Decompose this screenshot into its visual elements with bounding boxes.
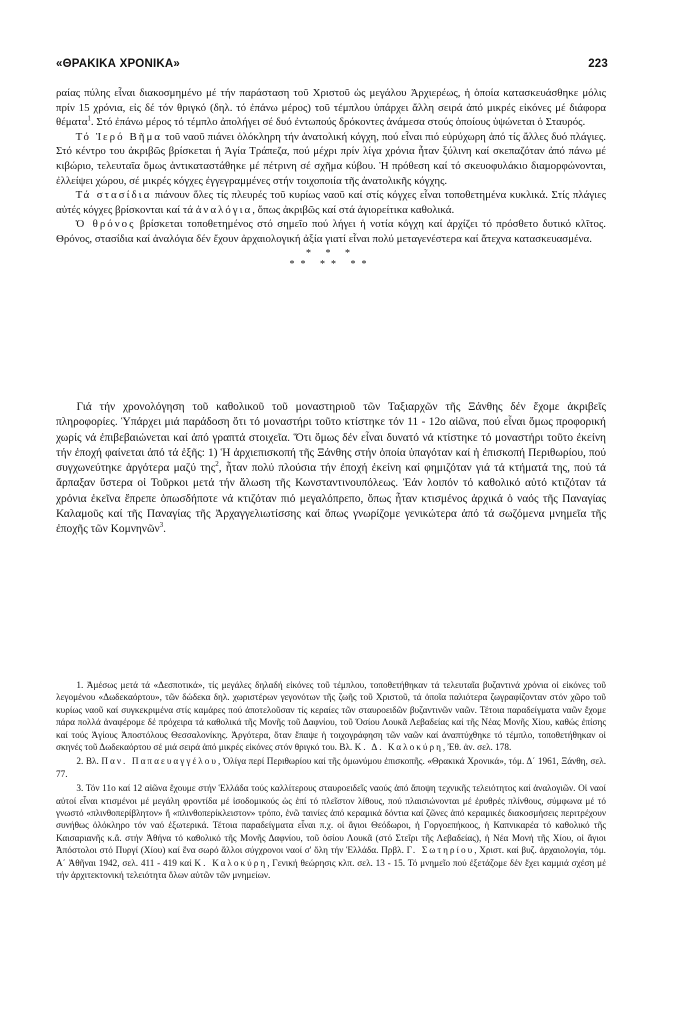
text-run: 1. Ἀμέσως μετά τά «Δεσποτικά», τίς μεγάλες δηλαδή εἰκόνες τοῦ τέμπλου, τοποθετήθηκαν τά τελευταῖα βυζαντινά χρόνια οἱ εἰκόνες τοῦ λεγομένου «Δωδεκαόρτου», τῶν δώδεκα δηλ. χωριστέρων γεγονότων τῆς ζωῆς τοῦ Χριστοῦ, τά ὁποῖα παλιότερα ζωγραφίζονταν στόν χῶρο τοῦ κυρίως ναοῦ καί συγκεκριμένα στίς καμάρες πού ἀποτελοῦσαν τίς κεραίες τῶν σταυροειδῶν βυζαντινῶν ναῶν. Τέτοια παραδείγματα ναῶν ἔχομε πάρα πολλά ἀναφέρομε δέ πρόχειρα τά καθολικά τῆς Μονῆς τοῦ Δαφνίου, τοῦ Ὁσίου Λουκᾶ Λεβαδείας καί τῆς Νέας Μονῆς Χίου, καθώς ἐπίσης καί τούς Ἁγίους Ἀποστόλους Θεσσαλονίκης. Ἀργότερα, ὅταν ἔπαψε ἡ τοιχογράφηση τῶν ναῶν καί ἀναπτύχθηκε τό τέμπλο, τοποθετήθηκαν οἱ σκηνές τοῦ Δωδεκαόρτου σέ μιά σειρά ἀπό μικρές εἰκόνες στόν θριγκό του. Βλ. xyxy=(56,681,606,754)
text-run: , Ἐθ. ἀν. σελ. 178. xyxy=(442,743,512,754)
separator-stars-bottom: ** ** ** xyxy=(289,258,373,270)
footnotes xyxy=(56,680,606,885)
main-text-upper xyxy=(56,86,606,274)
text-run: 2. Βλ. xyxy=(76,757,102,768)
text-run: , ἦταν πολύ πλούσια τήν ἐποχή ἐκείνη καί φημιζόταν γιά τά κτήματά της, πού τά ἅρπαξαν ὕστερα οἱ Τοῦρκοι μετά τήν ἅλωση τῆς Κωνσταντινουπόλεως. Ἐάν λοιπόν τό καθολικό αὐτό κτιζόταν τά χρόνια ἐκεῖνα ἔπρεπε ὁπωσδήποτε νά κτιζόταν πιό μεγαλόπρεπο, ὅπως ἦταν κτισμένος ἀρχικά ὁ ναός τῆς Παναγίας Καλαμοῦς καί τῆς Παναγίας τῆς Ἀρχαγγελιωτίσσης καί ὅπως γνωρίζομε γενικώτερα ἀπό τά σωζόμενα μνημεῖα τῆς ἐποχῆς τῶν Κομνηνῶν xyxy=(56,462,606,536)
paragraph xyxy=(56,188,606,217)
text-run: βρίσκεται τοποθετημένος στό σημεῖο πού λήγει ἡ νοτία κόγχη καί ἀρχίζει τό πρόσθετο δυτικό κλῖτος. Θρόνος, στασίδια καί ἀναλόγια δέν ἔχουν ἀρχαιολογική ἀξία γιατί εἶναι πολύ μεταγενέστερα καί ἄτεχνα κατασκευασμένα. xyxy=(56,218,606,245)
footnote-ref: 1 xyxy=(87,114,91,123)
spaced-term: Ὁ θρόνος xyxy=(75,218,136,231)
text-run: πιάνουν ὅλες τίς πλευρές τοῦ κυρίως ναοῦ καί στίς κόγχες εἶναι τοποθετημένα κυκλικά. Στίς πλάγιες αὐτές κόγχες βρίσκονται καί τά xyxy=(56,189,606,216)
text-run: , Γενική θεώρησις κλπ. σελ. 13 - 15. Τό μνημεῖο πού ἐξετάζομε δέν ἔχει καμμιά σχέση μέ τήν ἀρχιτεκτονική τελειότητα ὅλων αὐτῶν τῶν μνημείων. xyxy=(56,858,607,882)
text-run: , ὅπως ἀκριβῶς καί στά ἁγιορείτικα καθολικά. xyxy=(252,203,455,216)
footnote-3 xyxy=(56,783,606,882)
running-title: «ΘΡΑΚΙΚΑ ΧΡΟΝΙΚΑ» xyxy=(56,58,180,70)
spaced-author: Γ. Σωτηρίου xyxy=(406,846,475,857)
spaced-term: Τά στασίδια xyxy=(75,189,152,202)
spaced-author: Κ. Δ. Καλοκύρη xyxy=(354,743,443,754)
text-run: 3. Τόν 11ο καί 12 αἰῶνα ἔχουμε στήν Ἑλλάδα τούς καλλίτερους σταυροειδεῖς ναούς ἀπό ἄποψη τεχνικῆς τελειότητος καί ἀναλογιῶν. Οἱ ναοί αὐτοί εἶναι κτισμένοι μέ μεγάλη φροντίδα μέ ἰσοδομικούς ὡς ἐπί τό πλεῖστον λίθους, πού πλαισιώνονται μέ ἐρυθρές πλίνθους, σύμφωνα μέ τό γνωστό «πλινθοπερίβλητον» ἤ «πλινθοπερίκλειστον» τρόπο, ἐνῶ ταινίες ἀπό κεραμικά δόντια καί ζῶνες ἀπό κεραμικές διακοσμήσεις περιτρέχουν συνήθως ὁλόκληρο τόν ναό ἐξωτερικά. Τέτοια παραδείγματα εἶναι π.χ. οἱ ἅγιοι Θεόδωροι, ἡ Γοργοεπήκοος, ἡ Καπνικαρέα τό καθολικό τῆς Καισαριανῆς κ.ἄ. στήν Ἀθήνα τό καθολικό τῆς Μονῆς Δαφνίου, τοῦ ὁσίου Λουκᾶ (στό Στεῖρι τῆς Λεβαδείας), ἡ Νέα Μονή τῆς Χίου, οἱ ἅγιοι Ἀπόστολοι στό Πυργί (Χίου) καί ἕνα σωρό ἄλλοι σύγχρονοι ναοί σ' ὅλη τήν Ἑλλάδα. Πρβλ. xyxy=(56,784,606,857)
paragraph xyxy=(56,86,606,130)
running-header xyxy=(56,58,608,76)
spaced-term: Τό Ἱερό Βῆμα xyxy=(75,130,162,143)
text-run: ραίας πύλης εἶναι διακοσμημένο μέ τήν παράσταση τοῦ Χριστοῦ ὡς μεγάλου Ἀρχιερέως, ἡ ὁποία κατασκευάσθηκε μόλις πρίν 15 χρόνια, εἰς δέ τόν θριγκό (δηλ. τό ἐπάνω μέρος) τοῦ τέμπλου ὑπάρχει ἄλλη σειρά ἀπό μικρές εἰκόνες μέ διάφορα θέματα xyxy=(56,87,606,129)
text-run: τοῦ ναοῦ πιάνει ὁλόκληρη τήν ἀνατολική κόγχη, πού εἶναι πιό εὐρύχωρη ἀπό τίς ἄλλες δυό πλάγιες. Στό κέντρο του ἀκριβῶς βρίσκεται ἡ Ἁγία Τράπεζα, πού μέχρι πρίν λίγα χρόνια ἦταν ξύλινη καί σκεπαζόταν ἀπό πάνω μέ κιβώριο, τελευταῖα ὅμως ἀντικαταστάθηκε μέ πέτρινη σέ σχῆμα κύβου. Ἡ πρόθεση καί τό σκευοφυλάκιο διαμορφώνονται, ἐλλείψει χώρου, σέ μικρές κόγχες ἐγγεγραμμένες στήν τοιχοποιία τῆς ἀνατολικῆς κόγχης. xyxy=(56,130,606,187)
paragraph xyxy=(56,130,606,188)
text-run: , Χριστ. καί βυζ. ἀρχαιολογία, τόμ. Α΄ Ἀθῆναι 1942, σελ. 411 - 419 καί xyxy=(56,846,606,869)
footnote-2 xyxy=(56,756,606,781)
section-separator xyxy=(56,248,606,270)
text-run: , Ὀλίγα περί Περιθωρίου καί τῆς ὁμωνύμου ἐπισκοπῆς. «Θρακικά Χρονικά», τόμ. Δ΄ 1961, Ξάνθη, σελ. 77. xyxy=(56,757,607,780)
text-run: . Στό ἐπάνω μέρος τό τέμπλο ἀπολήγει σέ δυό ἐντωπούς δρόκοντες ἀνάμεσα στούς ὁποίους ὑψώνεται ὁ Σταυρός. xyxy=(90,116,586,129)
spaced-author: Παν. Παπαευαγγέλου xyxy=(101,757,218,768)
text-run: . xyxy=(163,523,166,536)
separator-stars-top: * * * xyxy=(306,247,356,259)
text-run: Γιά τήν χρονολόγηση τοῦ καθολικοῦ τοῦ μοναστηριοῦ τῶν Ταξιαρχῶν τῆς Ξάνθης δέν ἔχομε ἀκριβεῖς πληροφορίες. Ὑπάρχει μιά παράδοση ὅτι τό μοναστήρι τοῦτο κτίστηκε τόν 11 - 12ο αἰῶνα, πού εἶναι ὅμως προφορική χωρίς νά ἐπιβεβαιώνεται καί ἀπό γραπτά στοιχεῖα. Ὅτι ὅμως δέν εἶναι δυνατό νά κτίστηκε τό μοναστήρι τοῦτο ἐκείνη τήν ἐποχή φαίνεται ἀπό τά ἑξῆς: 1) Ἡ ἀρχιεπισκοπή τῆς Ξάνθης στήν ὁποία ὑπαγόταν καί ἡ ἐπισκοπή Περιθωρίου, πού συγχωνεύτηκε ἀργότερα μαζύ της xyxy=(56,401,606,475)
main-text-lower xyxy=(56,400,606,538)
spaced-author: Κ. Καλοκύρη xyxy=(194,858,268,869)
paragraph xyxy=(56,217,606,246)
spaced-term: ἀναλόγια xyxy=(195,203,253,216)
footnote-ref: 2 xyxy=(215,460,219,469)
footnote-ref: 3 xyxy=(159,521,164,530)
paragraph xyxy=(56,400,606,538)
page-number: 223 xyxy=(588,58,608,70)
footnote-1 xyxy=(56,680,606,754)
